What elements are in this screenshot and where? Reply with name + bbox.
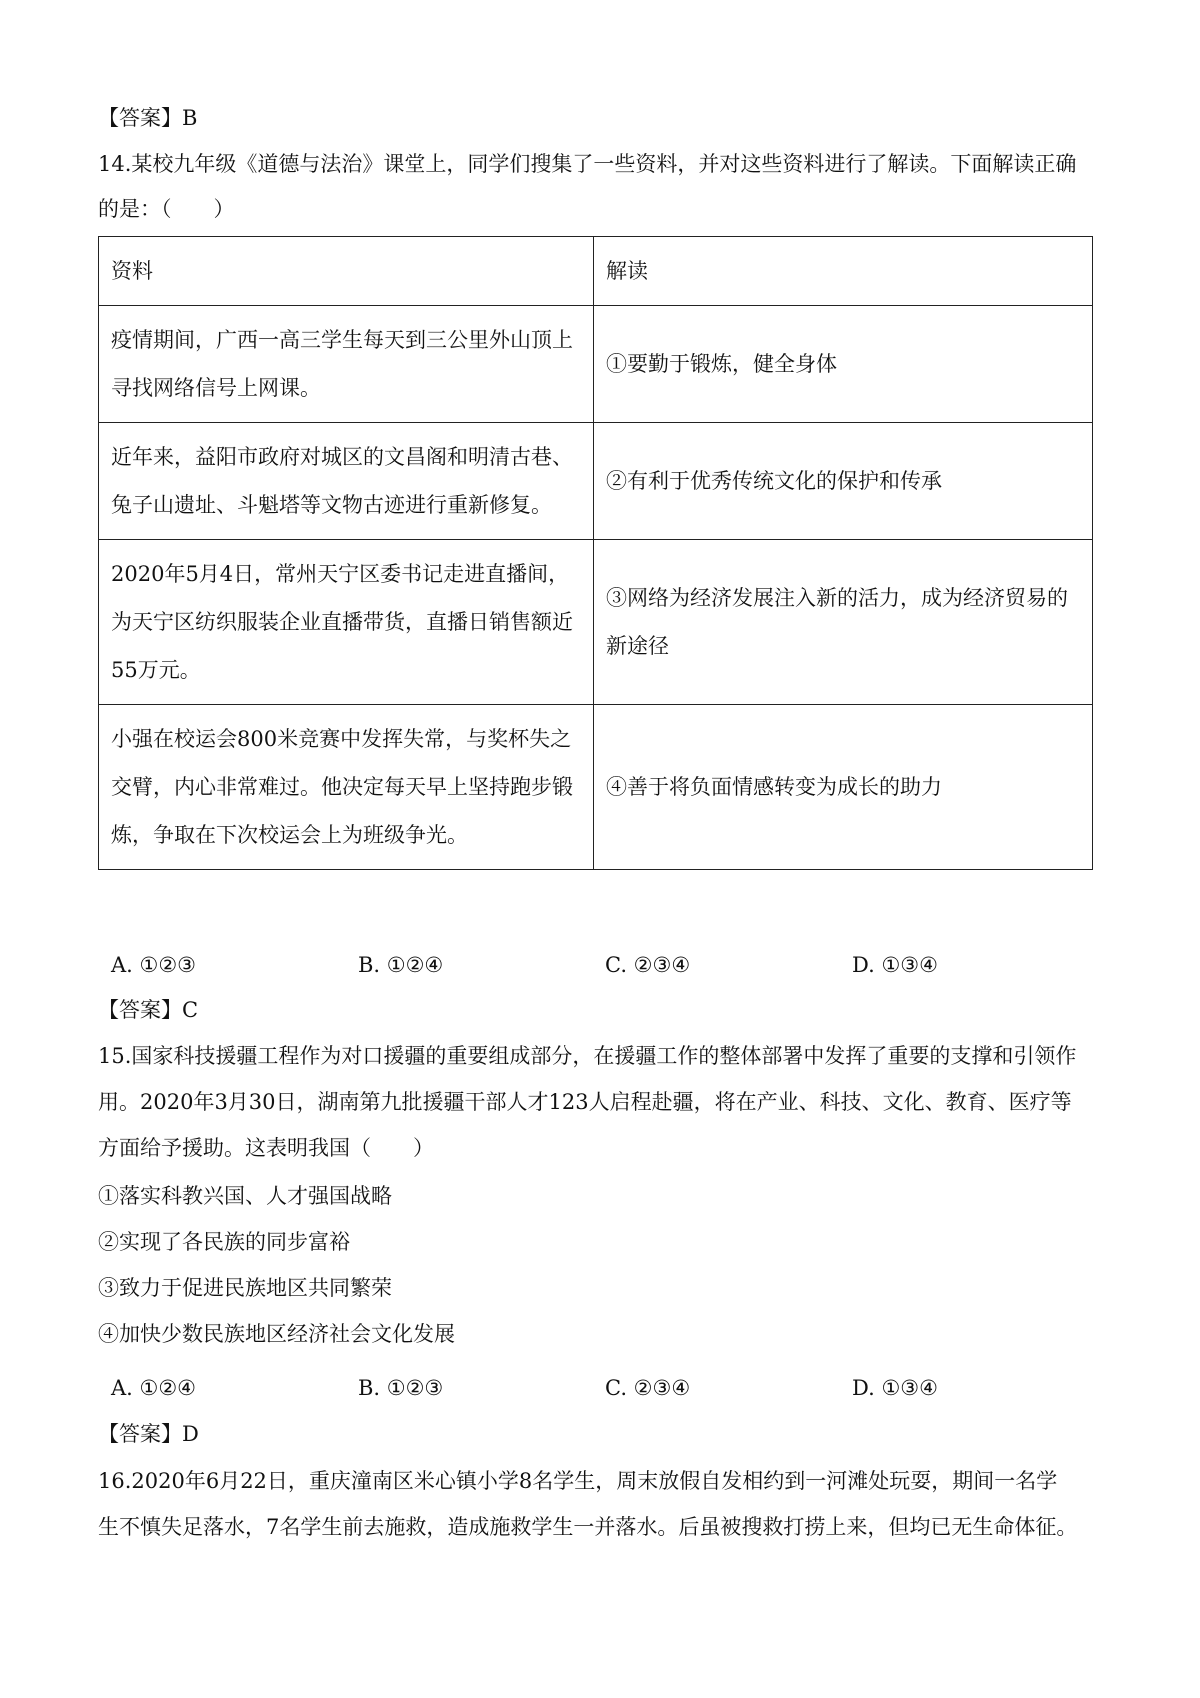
question-14-stem-line-2: 的是：（ ） bbox=[98, 197, 235, 221]
interpretation-line: ③网络为经济发展注入新的活力，成为经济贸易的 bbox=[606, 586, 1068, 610]
table-row bbox=[99, 306, 1093, 423]
question-15-stem-line-1: 15.国家科技援疆工程作为对口援疆的重要组成部分，在援疆工作的整体部署中发挥了重要的支撑和引领作 bbox=[98, 1044, 1077, 1068]
option-a: A. ①②④ bbox=[111, 1376, 196, 1400]
table-header-cell: 解读 bbox=[594, 237, 1093, 306]
interpretation-line: 新途径 bbox=[606, 634, 669, 658]
option-a: A. ①②③ bbox=[111, 953, 196, 977]
material-line: 2020年5月4日，常州天宁区委书记走进直播间， bbox=[111, 562, 570, 586]
material-line: 55万元。 bbox=[111, 658, 201, 682]
material-line: 近年来，益阳市政府对城区的文昌阁和明清古巷、 bbox=[111, 445, 573, 469]
table-row bbox=[99, 423, 1093, 540]
option-b: B. ①②④ bbox=[358, 953, 444, 977]
question-16-stem-line-1: 16.2020年6月22日，重庆潼南区米心镇小学8名学生，周末放假自发相约到一河滩处玩耍，期间一名学 bbox=[98, 1469, 1058, 1493]
question-15-item: ①落实科教兴国、人才强国战略 bbox=[98, 1184, 392, 1208]
question-15-options bbox=[111, 1374, 1099, 1402]
question-15-item: ③致力于促进民族地区共同繁荣 bbox=[98, 1276, 392, 1300]
interpretation-line: ①要勤于锻炼，健全身体 bbox=[606, 352, 837, 376]
question-15-stem-line-3: 方面给予援助。这表明我国（ ） bbox=[98, 1136, 434, 1160]
interpretation-cell bbox=[594, 306, 1093, 423]
interpretation-cell bbox=[594, 423, 1093, 540]
answer-14: 【答案】C bbox=[98, 998, 199, 1022]
answer-15: 【答案】D bbox=[98, 1422, 199, 1446]
interpretation-line: ④善于将负面情感转变为成长的助力 bbox=[606, 775, 942, 799]
question-16-stem-line-2: 生不慎失足落水，7名学生前去施救，造成施救学生一并落水。后虽被搜救打捞上来，但均已无生命体征。 bbox=[98, 1515, 1078, 1539]
material-cell bbox=[99, 705, 594, 870]
table-row bbox=[99, 705, 1093, 870]
table-header-row bbox=[99, 237, 1093, 306]
table-row bbox=[99, 540, 1093, 705]
option-b: B. ①②③ bbox=[358, 1376, 444, 1400]
question-14-stem-line-1: 14.某校九年级《道德与法治》课堂上，同学们搜集了一些资料，并对这些资料进行了解读。下面解读正确 bbox=[98, 152, 1077, 176]
question-15-stem-line-2: 用。2020年3月30日，湖南第九批援疆干部人才123人启程赴疆，将在产业、科技、文化、教育、医疗等 bbox=[98, 1090, 1072, 1114]
material-line: 疫情期间，广西一高三学生每天到三公里外山顶上 bbox=[111, 328, 573, 352]
material-line: 为天宁区纺织服装企业直播带货，直播日销售额近 bbox=[111, 610, 573, 634]
option-d: D. ①③④ bbox=[852, 1376, 938, 1400]
table-header-cell: 资料 bbox=[99, 237, 594, 306]
material-cell bbox=[99, 423, 594, 540]
interpretation-cell bbox=[594, 540, 1093, 705]
material-line: 交臂，内心非常难过。他决定每天早上坚持跑步锻 bbox=[111, 775, 573, 799]
interpretation-line: ②有利于优秀传统文化的保护和传承 bbox=[606, 469, 942, 493]
option-d: D. ①③④ bbox=[852, 953, 938, 977]
material-line: 炼，争取在下次校运会上为班级争光。 bbox=[111, 823, 468, 847]
question-15-item: ②实现了各民族的同步富裕 bbox=[98, 1230, 350, 1254]
interpretation-cell bbox=[594, 705, 1093, 870]
question-14-options bbox=[111, 951, 1099, 979]
question-15-item: ④加快少数民族地区经济社会文化发展 bbox=[98, 1322, 455, 1346]
option-c: C. ②③④ bbox=[605, 953, 691, 977]
option-c: C. ②③④ bbox=[605, 1376, 691, 1400]
answer-13: 【答案】B bbox=[98, 106, 198, 130]
material-line: 小强在校运会800米竞赛中发挥失常，与奖杯失之 bbox=[111, 727, 572, 751]
material-cell bbox=[99, 306, 594, 423]
material-line: 寻找网络信号上网课。 bbox=[111, 376, 321, 400]
material-line: 兔子山遗址、斗魁塔等文物古迹进行重新修复。 bbox=[111, 493, 552, 517]
question-14-table bbox=[98, 236, 1093, 870]
material-cell bbox=[99, 540, 594, 705]
